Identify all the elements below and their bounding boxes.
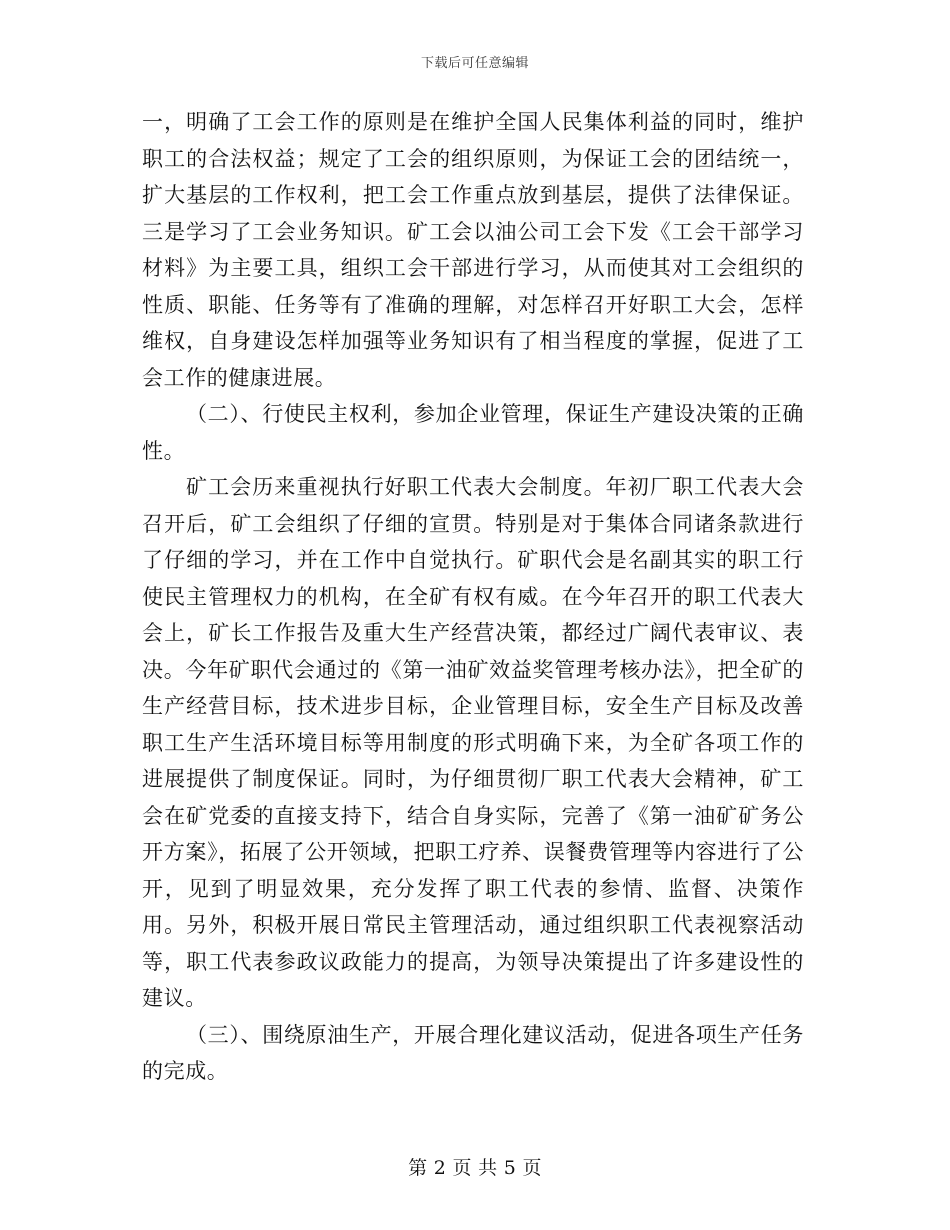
document-body <box>142 104 804 1090</box>
paragraph-1: 一，明确了工会工作的原则是在维护全国人民集体利益的同时，维护职工的合法权益；规定了工会的组织原则，为保证工会的团结统一，扩大基层的工作权利，把工会工作重点放到基层，提供了法律保证。三是学习了工会业务知识。矿工会以油公司工会下发《工会干部学习材料》为主要工具，组织工会干部进行学习，从而使其对工会组织的性质、职能、任务等有了准确的理解，对怎样召开好职工大会，怎样维权，自身建设怎样加强等业务知识有了相当程度的掌握，促进了工会工作的健康进展。 <box>142 110 804 390</box>
section-heading-3: （三）、围绕原油生产，开展合理化建议活动，促进各项生产任务的完成。 <box>142 1022 804 1083</box>
paragraph-2: 矿工会历来重视执行好职工代表大会制度。年初厂职工代表大会召开后，矿工会组织了仔细的宣贯。特别是对于集体合同诸条款进行了仔细的学习，并在工作中自觉执行。矿职代会是名副其实的职工行使民主管理权力的机构，在全矿有权有威。在今年召开的职工代表大会上，矿长工作报告及重大生产经营决策，都经过广阔代表审议、表决。今年矿职代会通过的《第一油矿效益奖管理考核办法》，把全矿的生产经营目标，技术进步目标，企业管理目标，安全生产目标及改善职工生产生活环境目标等用制度的形式明确下来，为全矿各项工作的进展提供了制度保证。同时，为仔细贯彻厂职工代表大会精神，矿工会在矿党委的直接支持下，结合自身实际，完善了《第一油矿矿务公开方案》，拓展了公开领域，把职工疗养、误餐费管理等内容进行了公开，见到了明显效果，充分发挥了职工代表的参情、监督、决策作用。另外，积极开展日常民主管理活动，通过组织职工代表视察活动等，职工代表参政议政能力的提高，为领导决策提出了许多建设性的建议。 <box>142 475 804 1010</box>
page-number: 第 2 页 共 5 页 <box>408 1157 542 1179</box>
section-heading-2: （二）、行使民主权利，参加企业管理，保证生产建设决策的正确性。 <box>142 402 804 463</box>
header-note: 下载后可任意编辑 <box>420 56 529 71</box>
